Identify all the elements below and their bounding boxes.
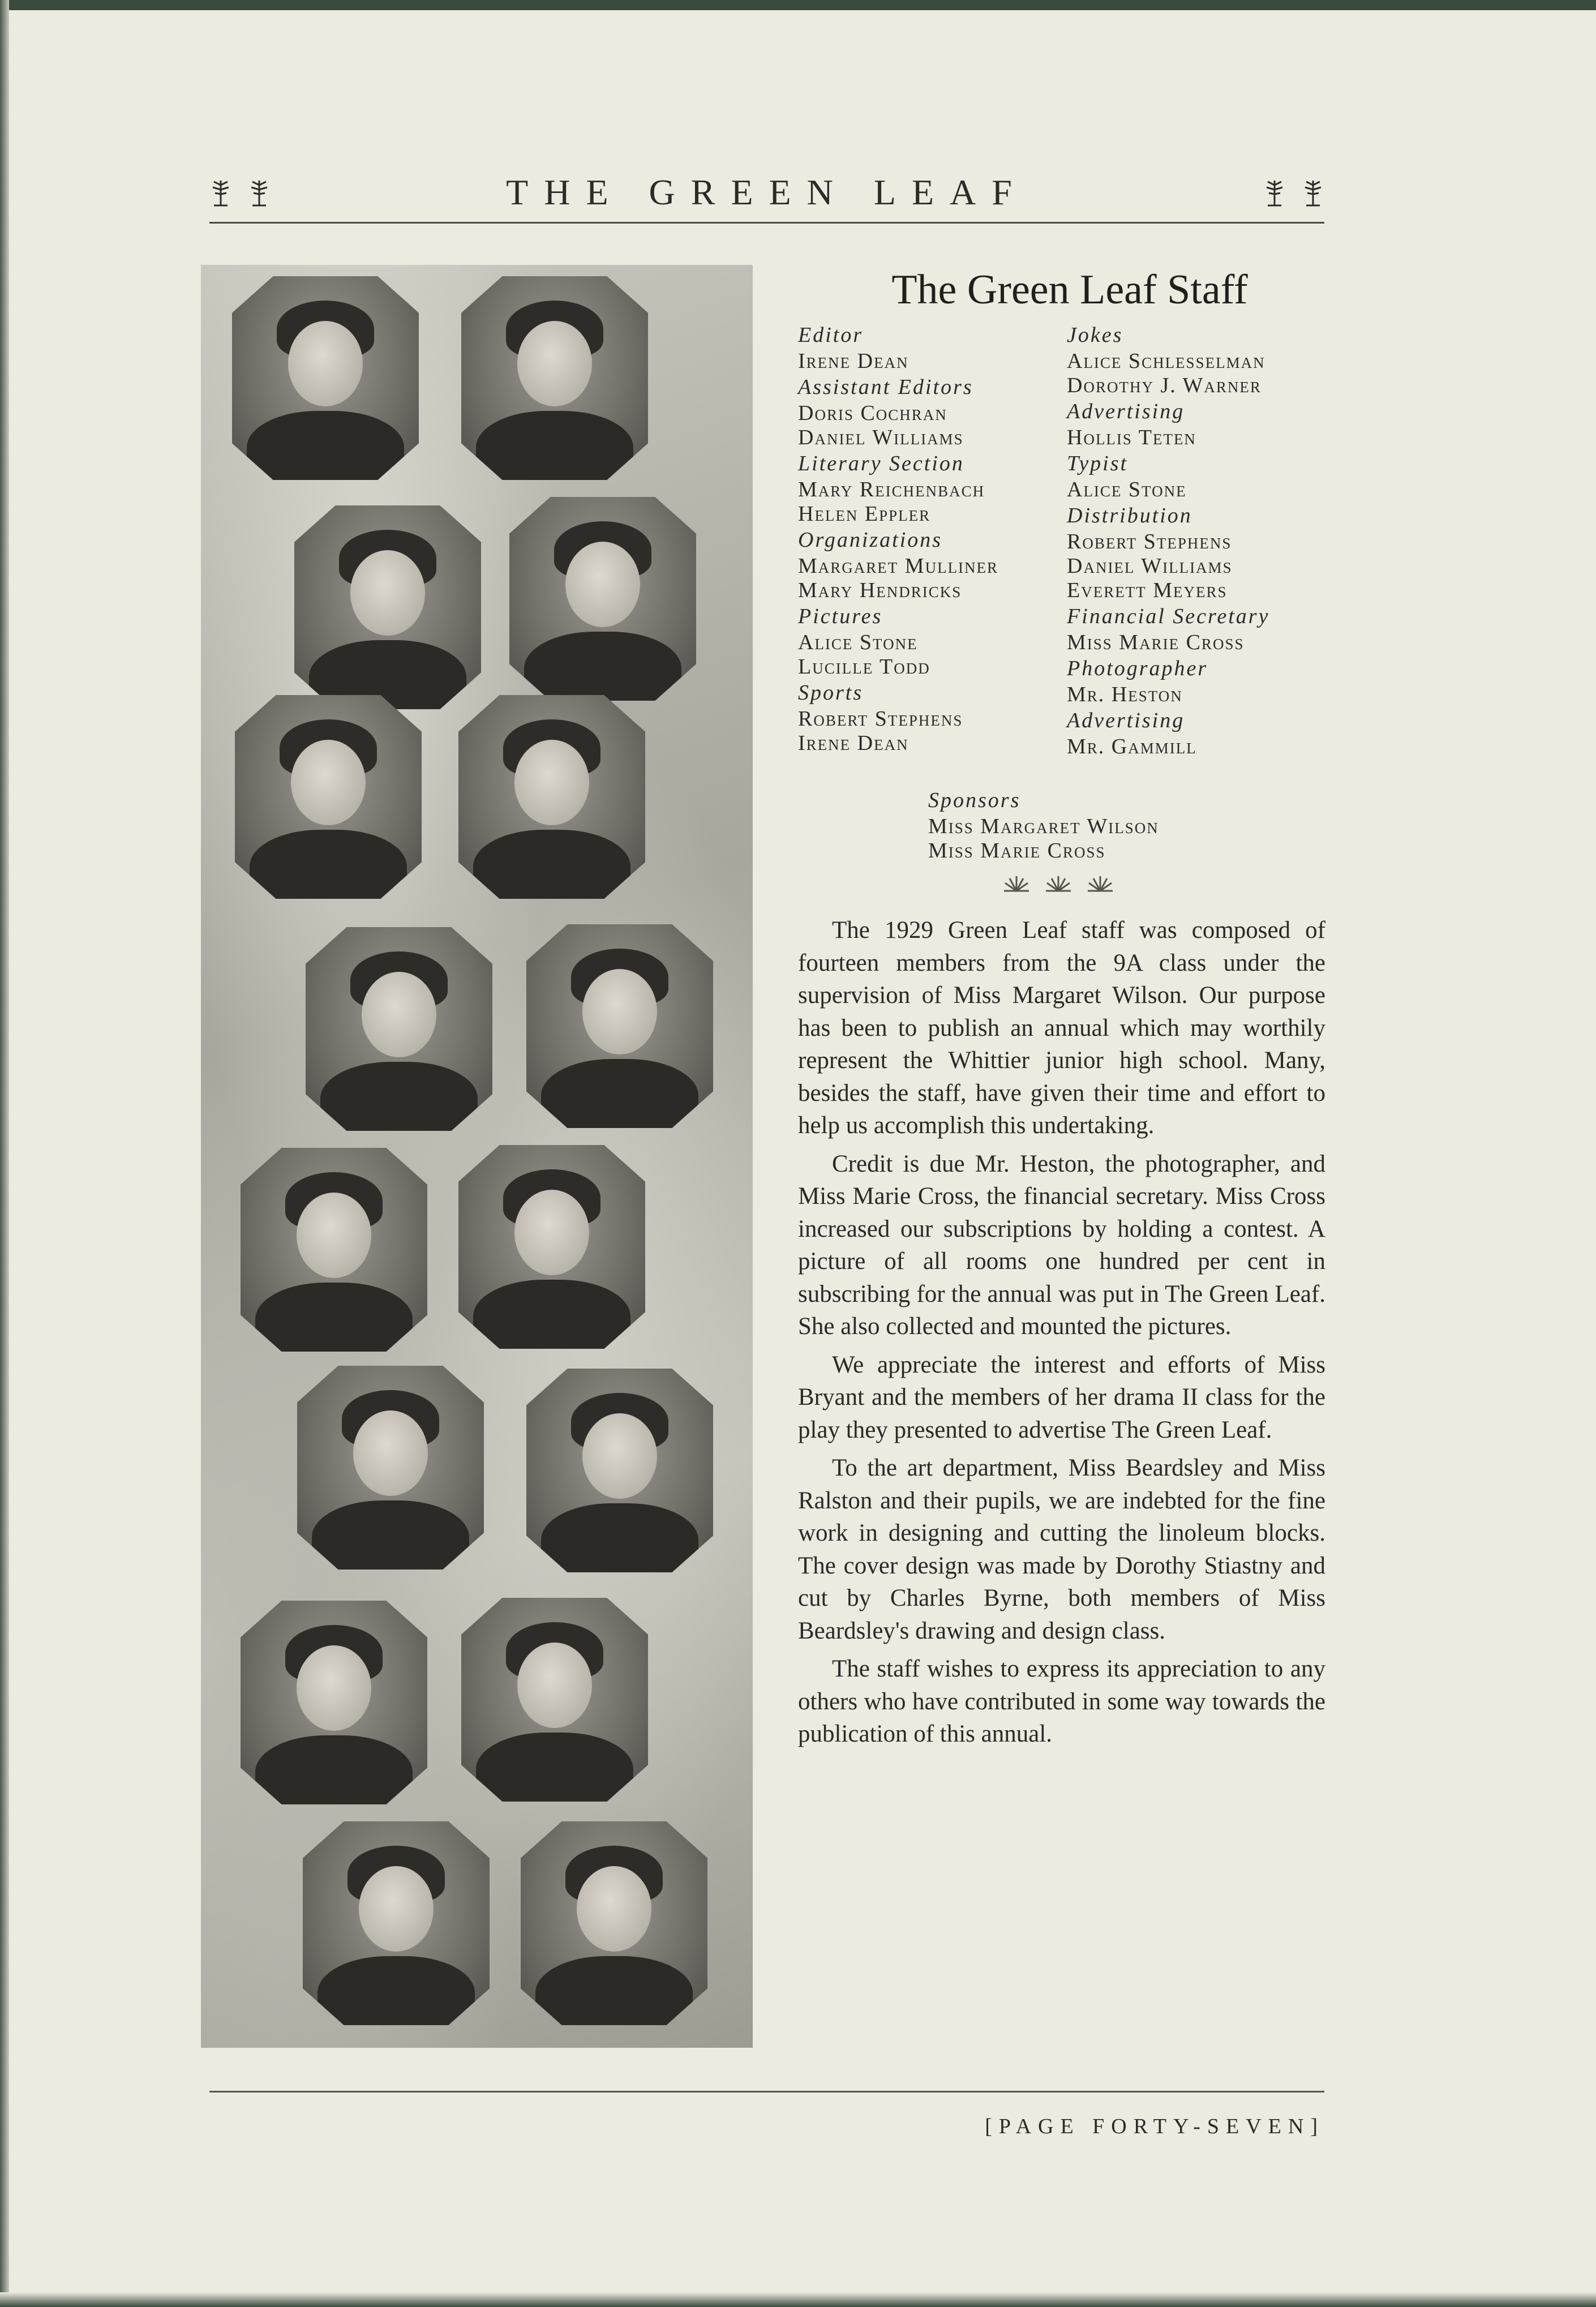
staff-title: The Green Leaf Staff (891, 267, 1248, 313)
staff-portrait (241, 1148, 427, 1352)
tree-ornament-icon (209, 178, 232, 207)
staff-photo-panel (201, 265, 753, 2048)
staff-name: Hollis Teten (1067, 426, 1196, 449)
staff-name: Alice Stone (1067, 478, 1187, 501)
page-number: [PAGE FORTY-SEVEN] (985, 2115, 1324, 2138)
page-edge-bottom (0, 2292, 1596, 2307)
staff-portrait (297, 1366, 484, 1570)
staff-name: Dorothy J. Warner (1067, 374, 1262, 397)
staff-portrait (306, 927, 492, 1131)
staff-name: Doris Cochran (798, 401, 947, 425)
staff-portrait (241, 1601, 427, 1804)
sponsor-name: Miss Margaret Wilson (928, 814, 1159, 838)
body-paragraph: We appreciate the interest and efforts of Miss Bryant and the members of her drama II class for the play they presented to advertise The Green Leaf. (798, 1351, 1325, 1443)
staff-portrait (521, 1821, 707, 2025)
sponsors-block (928, 787, 1268, 863)
staff-name: Miss Marie Cross (1067, 631, 1245, 654)
staff-name: Margaret Mulliner (798, 554, 999, 578)
role-heading: Typist (1067, 452, 1129, 475)
footer-rule (209, 2091, 1324, 2092)
page-edge (0, 0, 1596, 10)
ornament-group-right (1263, 178, 1324, 207)
section-divider (1002, 872, 1115, 894)
staff-name: Mary Hendricks (798, 578, 962, 602)
role-heading: Sports (798, 681, 864, 705)
role-heading: Editor (798, 323, 864, 347)
staff-name: Mr. Heston (1067, 683, 1183, 706)
staff-portrait (526, 924, 713, 1128)
staff-portrait (458, 1145, 645, 1349)
body-paragraph: The staff wishes to express its appreciation to any others who have contributed in some way towards the publication of this annual. (798, 1656, 1325, 1747)
staff-name: Daniel Williams (798, 426, 964, 449)
role-heading: Photographer (1067, 657, 1208, 680)
staff-name: Helen Eppler (798, 502, 931, 526)
staff-name: Everett Meyers (1067, 578, 1228, 602)
grass-tuft-icon (1002, 872, 1031, 892)
staff-roster-right (1067, 321, 1350, 759)
running-head (209, 170, 1324, 215)
staff-portrait (303, 1821, 490, 2025)
grass-tuft-icon (1086, 872, 1115, 892)
staff-name: Alice Schlesselman (1067, 349, 1265, 373)
body-paragraph: The 1929 Green Leaf staff was composed of fourteen members from the 9A class under the supervision of Miss Margaret Wilson. Our purpose has been to publish an annual which may worthily represent the Whittier junior high school. Many, besides the staff, have given their time and effort to help us accomplish this undertaking. (798, 917, 1325, 1139)
role-heading: Distribution (1067, 504, 1192, 528)
body-paragraph: To the art department, Miss Beardsley and Miss Ralston and their pupils, we are indebted for the fine work in designing and cutting the linoleum blocks. The cover design was made by Dorothy Stiastny and cut by Charles Byrne, both members of Miss Beardsley's drawing and design class. (798, 1455, 1325, 1644)
tree-ornament-icon (248, 178, 271, 207)
role-heading: Pictures (798, 604, 883, 628)
page-binding-edge (0, 0, 9, 2307)
staff-portrait (461, 1598, 648, 1802)
staff-portrait (526, 1369, 713, 1572)
sponsor-name: Miss Marie Cross (928, 839, 1106, 863)
staff-portrait (294, 505, 481, 709)
staff-name: Irene Dean (798, 731, 909, 755)
staff-portrait (458, 695, 645, 899)
staff-portrait (232, 276, 419, 480)
ornament-group-left (209, 178, 271, 207)
grass-tuft-icon (1044, 872, 1073, 892)
staff-portrait (461, 276, 648, 480)
staff-name: Robert Stephens (1067, 530, 1232, 554)
staff-name: Alice Stone (798, 631, 918, 654)
role-heading: Sponsors (928, 788, 1021, 812)
role-heading: Financial Secretary (1067, 604, 1270, 628)
staff-name: Mr. Gammill (1067, 735, 1197, 758)
staff-portrait (509, 497, 696, 701)
staff-name: Irene Dean (798, 349, 909, 373)
staff-name: Robert Stephens (798, 707, 963, 731)
staff-roster-left (798, 321, 1081, 756)
body-paragraph: Credit is due Mr. Heston, the photographer, and Miss Marie Cross, the financial secretary. Miss Cross increased our subscriptions by holding a contest. A picture of all rooms one hundred per cent in subscribing for the annual was put in The Green Leaf. She also collected and mounted the pictures. (798, 1150, 1325, 1340)
staff-name: Lucille Todd (798, 655, 930, 679)
role-heading: Organizations (798, 528, 943, 552)
staff-name: Mary Reichenbach (798, 478, 985, 501)
staff-portrait (235, 695, 422, 899)
role-heading: Advertising (1067, 400, 1185, 423)
role-heading: Advertising (1067, 709, 1185, 732)
header-rule (209, 222, 1324, 224)
role-heading: Jokes (1067, 323, 1123, 347)
role-heading: Assistant Editors (798, 375, 973, 399)
tree-ornament-icon (1263, 178, 1286, 207)
staff-name: Daniel Williams (1067, 554, 1233, 578)
running-title: THE GREEN LEAF (506, 172, 1028, 212)
article-body (798, 914, 1325, 2046)
role-heading: Literary Section (798, 452, 964, 475)
tree-ornament-icon (1302, 178, 1324, 207)
